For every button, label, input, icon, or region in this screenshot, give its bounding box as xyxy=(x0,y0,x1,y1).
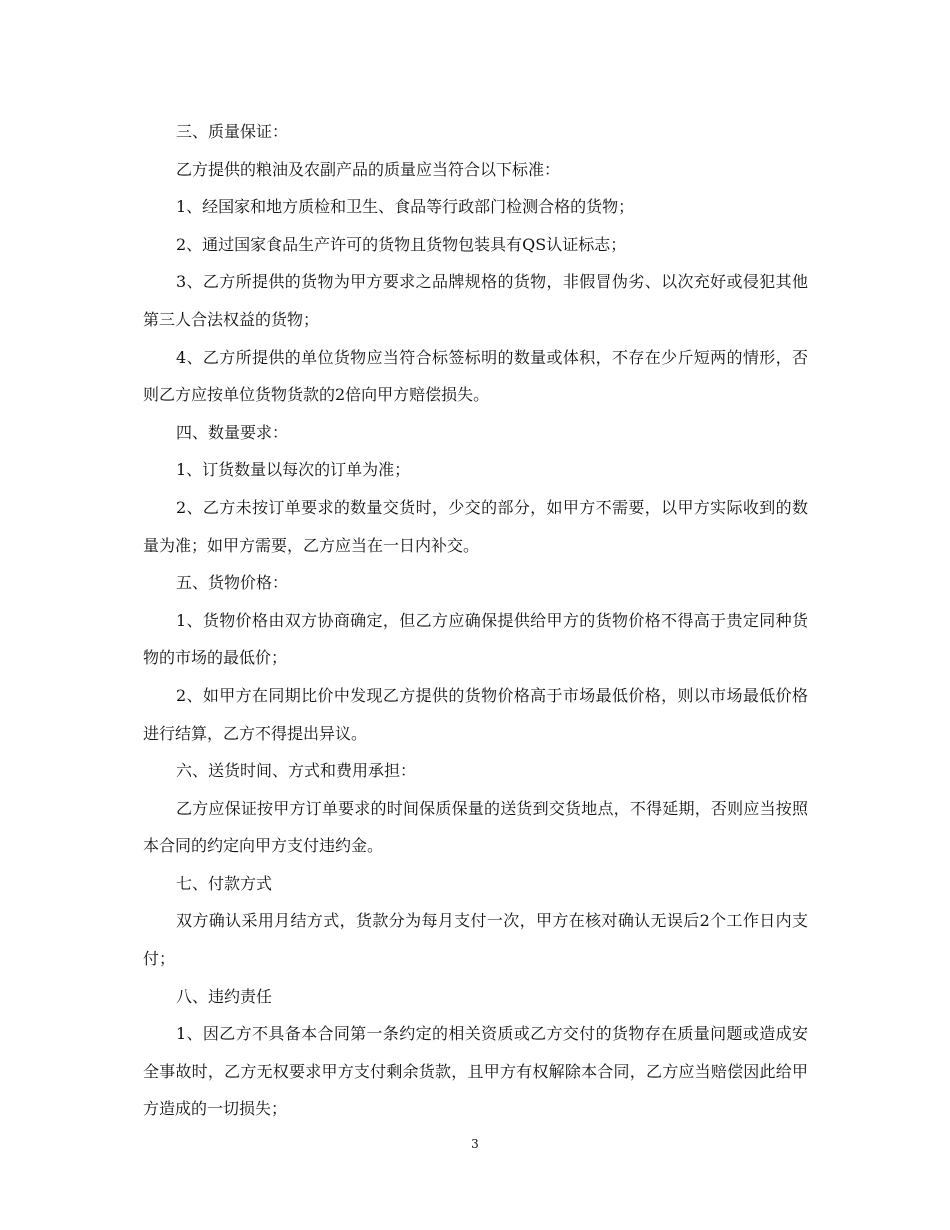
paragraph-quality-intro: 乙方提供的粮油及农副产品的质量应当符合以下标准： xyxy=(176,159,561,179)
paragraph-liability-item-1: 1、因乙方不具备本合同第一条约定的相关资质或乙方交付的货物存在质量问题或造成安全事故时，乙方无权要求甲方支付剩余货款，且甲方有权解除本合同，乙方应当赔偿因此给甲方造成的一切损失； xyxy=(143,1024,808,1119)
section-heading-payment: 七、付款方式 xyxy=(176,873,273,893)
paragraph-price-item-1: 1、货物价格由双方协商确定，但乙方应确保提供给甲方的货物价格不得高于贵定同种货物的市场的最低价； xyxy=(143,610,808,668)
paragraph-quality-item-1: 1、经国家和地方质检和卫生、食品等行政部门检测合格的货物； xyxy=(176,197,635,217)
paragraph-quantity-item-1: 1、订货数量以每次的订单为准； xyxy=(176,460,411,480)
paragraph-delivery: 乙方应保证按甲方订单要求的时间保质保量的送货到交货地点，不得延期，否则应当按照本合同的约定向甲方支付违约金。 xyxy=(143,798,808,856)
section-heading-quantity: 四、数量要求： xyxy=(176,422,289,442)
section-heading-liability: 八、违约责任 xyxy=(176,986,273,1006)
section-heading-quality: 三、质量保证： xyxy=(176,122,289,141)
paragraph-payment: 双方确认采用月结方式，货款分为每月支付一次，甲方在核对确认无误后2个工作日内支付； xyxy=(143,911,808,969)
section-heading-price: 五、货物价格： xyxy=(176,573,289,593)
paragraph-quality-item-2: 2、通过国家食品生产许可的货物且货物包装具有QS认证标志； xyxy=(176,234,627,254)
paragraph-quality-item-3: 3、乙方所提供的货物为甲方要求之品牌规格的货物，非假冒伪劣、以次充好或侵犯其他第三人合法权益的货物； xyxy=(143,272,808,329)
paragraph-quantity-item-2: 2、乙方未按订单要求的数量交货时，少交的部分，如甲方不需要，以甲方实际收到的数量为准；如甲方需要，乙方应当在一日内补交。 xyxy=(143,497,808,555)
paragraph-price-item-2: 2、如甲方在同期比价中发现乙方提供的货物价格高于市场最低价格，则以市场最低价格进行结算，乙方不得提出异议。 xyxy=(143,685,808,743)
paragraph-quality-item-4: 4、乙方所提供的单位货物应当符合标签标明的数量或体积，不存在少斤短两的情形，否则乙方应按单位货物货款的2倍向甲方赔偿损失。 xyxy=(143,347,808,405)
document-body xyxy=(143,113,808,1128)
section-heading-delivery: 六、送货时间、方式和费用承担： xyxy=(176,761,417,781)
page-number: 3 xyxy=(471,1137,479,1151)
